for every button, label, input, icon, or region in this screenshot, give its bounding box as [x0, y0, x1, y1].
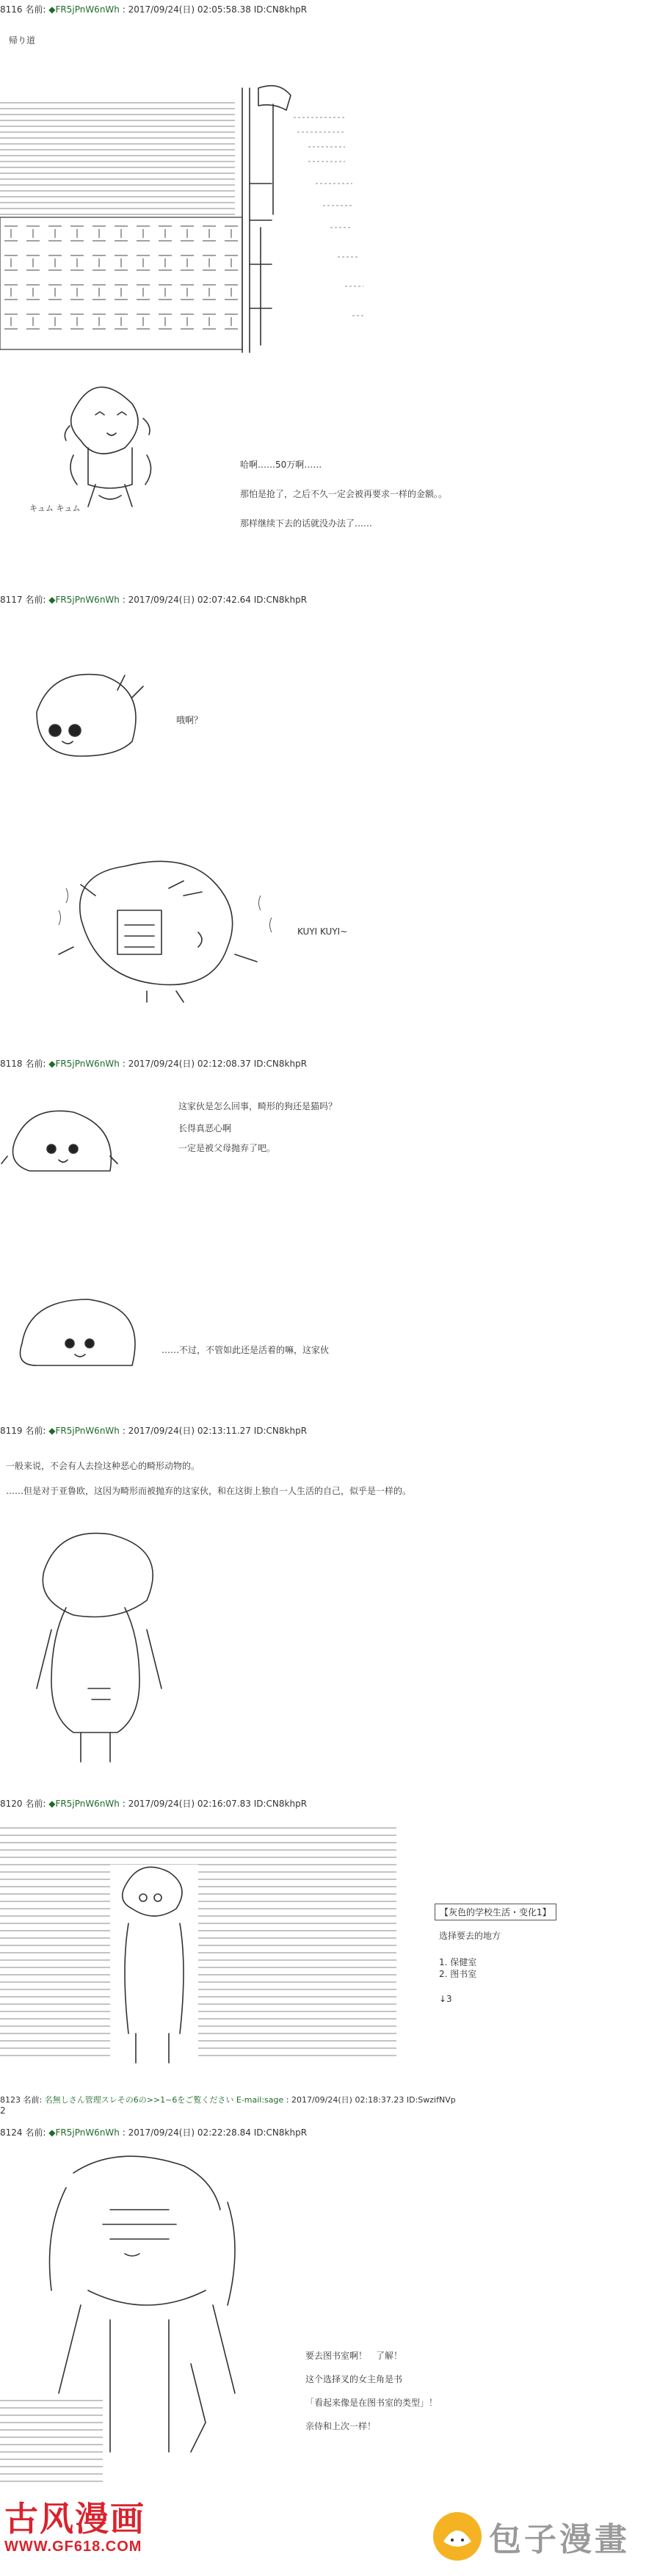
choice-option-2[interactable]: 2. 图书室 — [439, 1969, 477, 1979]
choice-box-title: 【灰色的学校生活・变化1】 — [435, 1904, 556, 1920]
watermark-baozi-text: 包子漫畫 — [489, 2521, 630, 2558]
dialogue-q3: 一定是被父母抛弃了吧。 — [178, 1143, 276, 1153]
tripcode: 名無しさん管理スレその6の>>1~6をご覧ください E-mail:sage — [44, 2095, 284, 2105]
post-id: ID:CN8khpR — [253, 595, 308, 605]
dialogue-line-3: 那样继续下去的话就没办法了…… — [240, 518, 373, 529]
street-scene-art — [0, 73, 367, 360]
baozi-logo-icon — [433, 2512, 482, 2561]
post-header-8120: 8120 名前: ◆FR5jPnW6nWh : 2017/09/24(日) 02:16:07.83 ID:CN8khpR — [0, 1799, 308, 1809]
tripcode: ◆FR5jPnW6nWh — [48, 1059, 120, 1069]
post-header-8118: 8118 名前: ◆FR5jPnW6nWh : 2017/09/24(日) 02:12:08.37 ID:CN8khpR — [0, 1059, 308, 1069]
tripcode: ◆FR5jPnW6nWh — [48, 2127, 120, 2138]
name-label: 名前: — [23, 2095, 43, 2105]
dialogue-line-2: 那怕是抢了，之后不久一定会被再要求一样的金额。。 — [240, 489, 448, 499]
post-number: 8120 — [0, 1799, 23, 1809]
creature-art-standing — [22, 1527, 184, 1769]
dialogue-line-1: 哈啊……50万啊…… — [240, 460, 322, 470]
choice-prompt: 选择要去的地方 — [439, 1931, 501, 1941]
post-header-8116: 8116 名前: ◆FR5jPnW6nWh : 2017/09/24(日) 02:05:58.38 ID:CN8khpR — [0, 4, 308, 15]
choice-option-1[interactable]: 1. 保健室 — [439, 1957, 477, 1967]
library-girl-art — [0, 2144, 279, 2511]
post-id: ID:CN8khpR — [253, 1426, 308, 1436]
post-number: 8117 — [0, 595, 23, 605]
creature-art-surprised — [22, 661, 154, 763]
name-label: 名前: — [25, 1799, 46, 1809]
post-id: ID:CN8khpR — [253, 1799, 308, 1809]
post-id: ID:CN8khpR — [253, 4, 308, 15]
post-number: 8124 — [0, 2127, 23, 2138]
watermark-gufeng — [4, 2499, 159, 2575]
post-id: ID:CN8khpR — [253, 1059, 308, 1069]
hallway-art — [0, 1821, 400, 2078]
name-label: 名前: — [25, 2127, 46, 2138]
watermark-gufeng-title: 古风漫画 — [4, 2499, 145, 2539]
post-date: 2017/09/24(日) 02:12:08.37 — [128, 1059, 251, 1069]
creature-art-holding — [44, 367, 191, 514]
post-date: 2017/09/24(日) 02:18:37.23 — [291, 2095, 404, 2105]
sfx-kuyi: KUYI KUYI~ — [297, 926, 348, 937]
name-label: 名前: — [25, 1059, 46, 1069]
reply-body: 2 — [0, 2105, 6, 2116]
post-id: ID:SwzifNVp — [406, 2095, 456, 2105]
creature-art-sleepy — [0, 1097, 125, 1178]
dialogue-nani: 哦啊？ — [176, 715, 203, 725]
post-number: 8118 — [0, 1059, 23, 1069]
dialogue-r4: 亲侍和上次一样！ — [305, 2421, 377, 2431]
watermark-baozi — [433, 2507, 646, 2566]
creature-art-scuffle — [51, 844, 286, 1006]
dialogue-q1: 这家伙是怎么回事，畸形的狗还是猫吗？ — [178, 1101, 338, 1111]
name-label: 名前: — [25, 595, 46, 605]
post-id: ID:CN8khpR — [253, 2127, 308, 2138]
post-date: 2017/09/24(日) 02:05:58.38 — [128, 4, 251, 15]
post-header-8119: 8119 名前: ◆FR5jPnW6nWh : 2017/09/24(日) 02:13:11.27 ID:CN8khpR — [0, 1426, 308, 1436]
dialogue-r1: 要去图书室啊！ 了解！ — [305, 2351, 403, 2361]
dialogue-r3: 「看起来像是在图书室的类型」！ — [305, 2398, 438, 2408]
dialogue-q4: ……不过，不管如此还是活着的嘛，这家伙 — [162, 1345, 330, 1355]
post-header-8123: 8123 名前: 名無しさん管理スレその6の>>1~6をご覧ください E-mail:sage : 2017/09/24(日) 02:18:37.23 ID:SwzifNVp — [0, 2095, 456, 2105]
narration-1: 一般来说，不会有人去捡这种恶心的畸形动物的。 — [6, 1461, 200, 1471]
post-date: 2017/09/24(日) 02:07:42.64 — [128, 595, 251, 605]
post-header-8117: 8117 名前: ◆FR5jPnW6nWh : 2017/09/24(日) 02:07:42.64 ID:CN8khpR — [0, 595, 308, 605]
watermark-gufeng-url: WWW.GF618.COM — [4, 2539, 142, 2555]
name-label: 名前: — [25, 4, 46, 15]
post-date: 2017/09/24(日) 02:22:28.84 — [128, 2127, 251, 2138]
post-number: 8123 — [0, 2095, 21, 2105]
dialogue-r2: 这个选择叉的女主角是书 — [305, 2374, 403, 2384]
tripcode: ◆FR5jPnW6nWh — [48, 4, 120, 15]
name-label: 名前: — [25, 1426, 46, 1436]
dialogue-q2: 长得真恶心啊 — [178, 1123, 232, 1133]
post-date: 2017/09/24(日) 02:13:11.27 — [128, 1426, 251, 1436]
tripcode: ◆FR5jPnW6nWh — [48, 1426, 120, 1436]
post-date: 2017/09/24(日) 02:16:07.83 — [128, 1799, 251, 1809]
creature-art-calm — [7, 1292, 154, 1380]
scene-caption: 帰り道 — [9, 35, 36, 46]
post-header-8124: 8124 名前: ◆FR5jPnW6nWh : 2017/09/24(日) 02:22:28.84 ID:CN8khpR — [0, 2127, 308, 2138]
post-number: 8116 — [0, 4, 23, 15]
tripcode: ◆FR5jPnW6nWh — [48, 595, 120, 605]
anchor-arrow: ↓3 — [439, 1994, 452, 2004]
sfx-kyumu: キュム キュム — [29, 504, 81, 513]
post-number: 8119 — [0, 1426, 23, 1436]
narration-2: ……但是对于亚鲁欧，这因为畸形而被抛弃的这家伙，和在这街上独自一人生活的自己，似乎是一样的。 — [6, 1486, 412, 1496]
tripcode: ◆FR5jPnW6nWh — [48, 1799, 120, 1809]
